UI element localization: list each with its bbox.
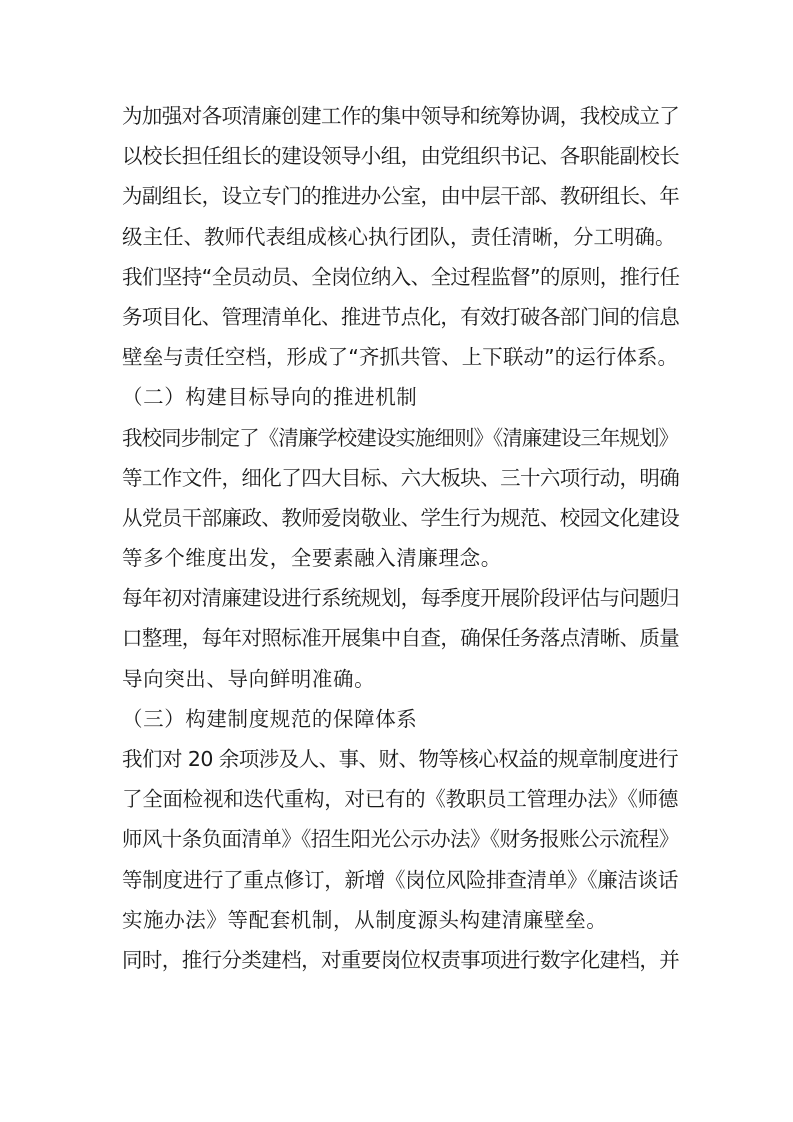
paragraph-line: 实施办法》等配套机制，从制度源头构建清廉壁垒。 bbox=[122, 907, 608, 932]
paragraph-line: 每年初对清廉建设进行系统规划，每季度开展阶段评估与问题归 bbox=[122, 586, 680, 611]
paragraph-line: 务项目化、管理清单化、推进节点化，有效打破各部门间的信息 bbox=[122, 304, 680, 329]
section-heading: （三）构建制度规范的保障体系 bbox=[122, 706, 418, 731]
paragraph-line: 我校同步制定了《清廉学校建设实施细则》《清廉建设三年规划》 bbox=[122, 425, 678, 450]
paragraph-line: 级主任、教师代表组成核心执行团队，责任清晰，分工明确。 bbox=[122, 224, 676, 249]
paragraph-line: 为加强对各项清廉创建工作的集中领导和统筹协调，我校成立了 bbox=[122, 104, 680, 128]
paragraph-line: 了全面检视和迭代重构，对已有的《教职员工管理办法》《师德 bbox=[122, 787, 678, 812]
paragraph-line: 口整理，每年对照标准开展集中自查，确保任务落点清晰、质量 bbox=[122, 626, 680, 651]
paragraph-line: 导向突出、导向鲜明准确。 bbox=[122, 666, 376, 691]
paragraph-line: 师风十条负面清单》《招生阳光公示办法》《财务报账公示流程》 bbox=[122, 827, 679, 852]
paragraph-line: 壁垒与责任空档，形成了“齐抓共管、上下联动”的运行体系。 bbox=[122, 345, 678, 370]
paragraph-line: 从党员干部廉政、教师爱岗敬业、学生行为规范、校园文化建设 bbox=[122, 505, 680, 530]
paragraph-line: 为副组长，设立专门的推进办公室，由中层干部、教研组长、年 bbox=[122, 184, 680, 209]
paragraph-line: 同时，推行分类建档，对重要岗位权责事项进行数字化建档，并 bbox=[122, 947, 680, 972]
paragraph-line: 以校长担任组长的建设领导小组，由党组织书记、各职能副校长 bbox=[122, 144, 680, 169]
paragraph-line: 我们坚持“全员动员、全岗位纳入、全过程监督”的原则，推行任 bbox=[122, 264, 680, 289]
paragraph-line: 我们对 20 余项涉及人、事、财、物等核心权益的规章制度进行 bbox=[122, 747, 678, 771]
section-heading: （二）构建目标导向的推进机制 bbox=[122, 385, 418, 410]
document-body bbox=[122, 96, 678, 980]
paragraph-line: 等制度进行了重点修订，新增《岗位风险排查清单》《廉洁谈话 bbox=[122, 867, 678, 892]
paragraph-line: 等工作文件，细化了四大目标、六大板块、三十六项行动，明确 bbox=[122, 465, 680, 490]
paragraph-line: 等多个维度出发，全要素融入清廉理念。 bbox=[122, 546, 502, 571]
